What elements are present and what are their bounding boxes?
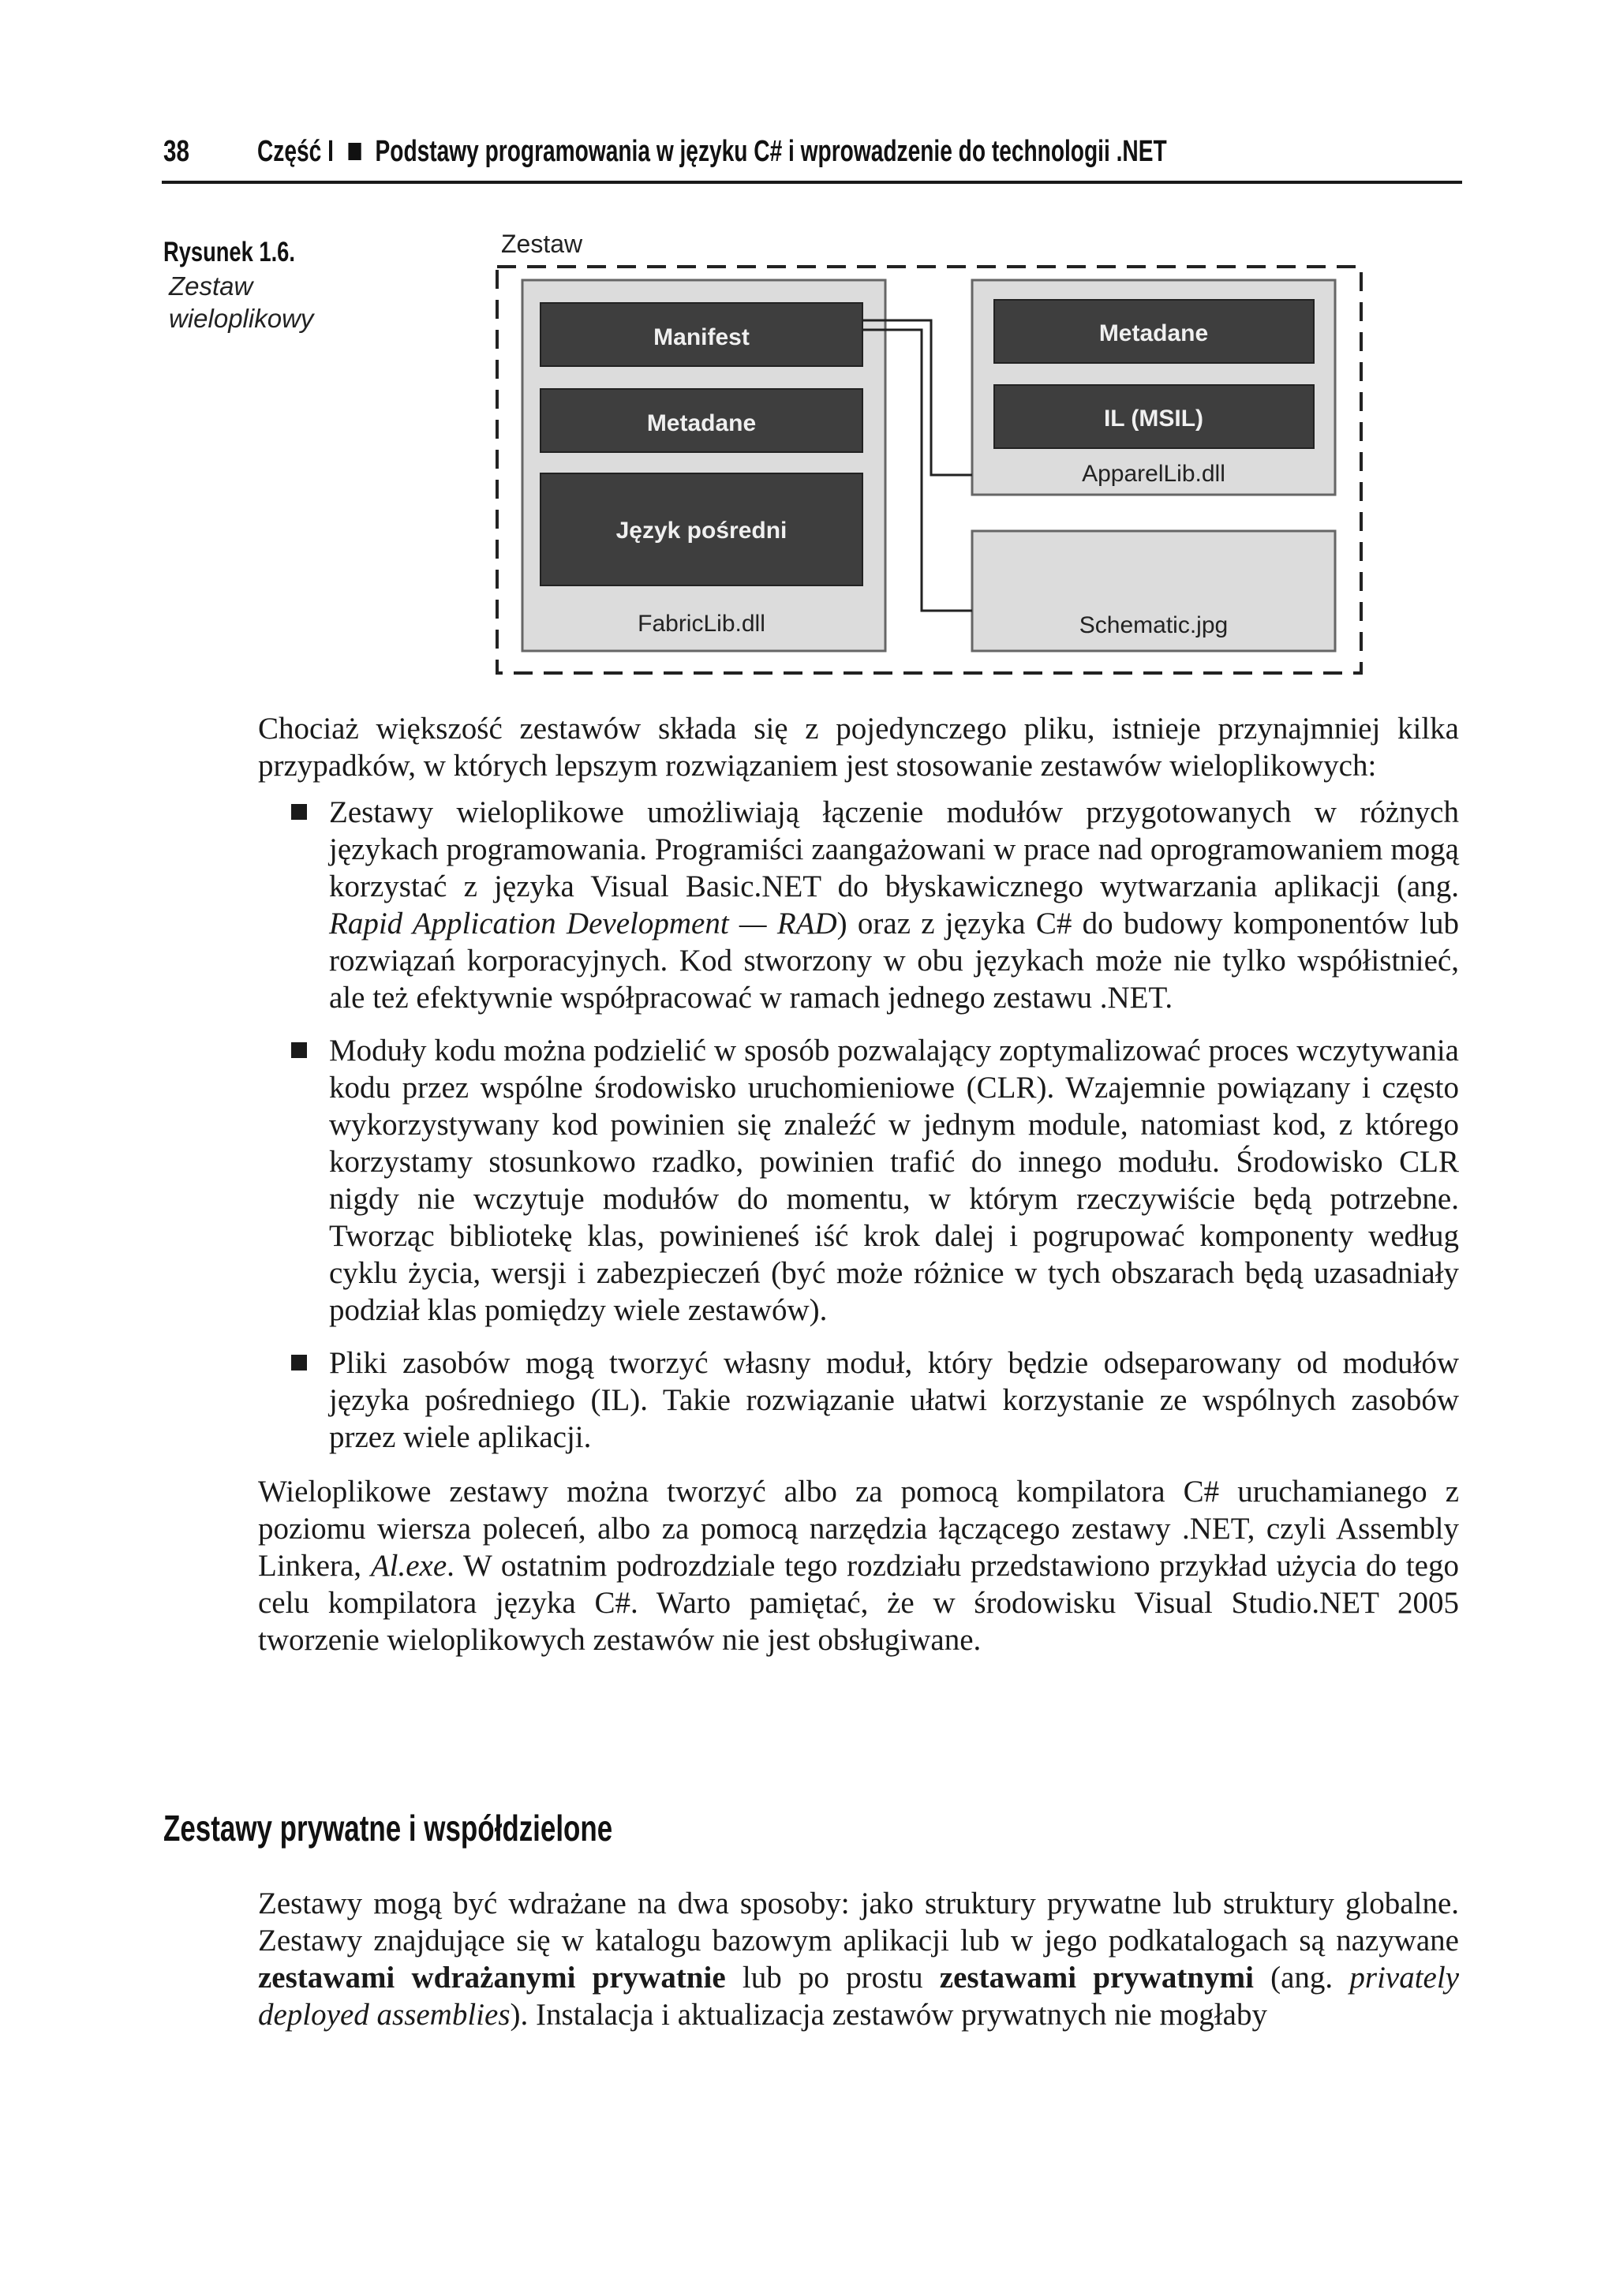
para3-text-3: (ang. [1253, 1961, 1350, 1995]
para3-italic: privately deployed assemblies [258, 1961, 1460, 2032]
square-bullet-icon [291, 804, 307, 820]
para3-text-1: Zestawy mogą być wdrażane na dwa sposoby: jako struktury prywatne lub struktury globalne. Zestawy znajdujące się w katalogu bazowym aplikacji lub w jego podkatalogach są nazywane [258, 1887, 1459, 1958]
bullet-item [258, 794, 1459, 1016]
header-square-icon [348, 143, 361, 160]
para3-bold-1: zestawami wdrażanymi prywatnie [258, 1961, 726, 1995]
private-assemblies-text [258, 1885, 1459, 2033]
bullet-item [258, 1344, 1459, 1456]
para2-text: Wieloplikowe zestawy można tworzyć albo za pomocą kompilatora C# uruchamianego z poziomu wiersza poleceń, albo za pomocą narzędzia łączącego zestawy .NET, czyli Assembly Linkera, [258, 1475, 1459, 1583]
header-part: Część I [257, 135, 334, 168]
bullet-item [258, 1032, 1459, 1329]
apparellib-metadata-label: Metadane [1098, 320, 1209, 346]
fabriclib-file-name: FabricLib.dll [638, 611, 765, 637]
fabriclib-metadata-label: Metadane [646, 410, 757, 436]
assembly-linker-paragraph [258, 1473, 1459, 1658]
square-bullet-icon [291, 1355, 307, 1370]
figure-caption-line-1: Zestaw [169, 271, 253, 301]
bullet-list [258, 794, 1459, 1456]
figure-label: Rysunek 1.6. [163, 237, 295, 267]
main-text [258, 710, 1459, 1658]
page-number: 38 [163, 135, 189, 168]
square-bullet-icon [291, 1042, 307, 1058]
intro-paragraph: Chociaż większość zestawów składa się z pojedynczego pliku, istnieje przynajmniej kilka przypadków, w których lepszym rozwiązaniem jest stosowanie zestawów wieloplikowych: [258, 712, 1459, 783]
il-msil-label: IL (MSIL) [1103, 406, 1204, 432]
header-rule [162, 181, 1462, 184]
bullet-3-text: Pliki zasobów mogą tworzyć własny moduł, który będzie odseparowany od modułów języka pośredniego (IL). Takie rozwiązanie ułatwi korzystanie ze wspólnych zasobów przez wiele aplikacji. [329, 1346, 1459, 1454]
para3-text-2: lub po prostu [725, 1961, 940, 1995]
intermediate-language-label: Język pośredni [615, 518, 787, 544]
figure-caption [169, 270, 313, 335]
bullet-1-text: Zestawy wieloplikowe umożliwiają łączenie modułów przygotowanych w różnych językach programowania. Programiści zaangażowani w prace nad oprogramowaniem mogą korzystać z języka Visual Basic.NET do błyskawicznego wytwarzania aplikacji (ang. [329, 795, 1459, 903]
schematic-file-name: Schematic.jpg [1079, 612, 1229, 638]
al-exe-italic: Al.exe [370, 1549, 447, 1583]
header-title: Podstawy programowania w języku C# i wprowadzenie do technologii .NET [375, 135, 1167, 168]
assembly-label: Zestaw [501, 230, 583, 258]
manifest-label: Manifest [653, 324, 750, 350]
apparellib-file-name: ApparelLib.dll [1082, 461, 1225, 487]
private-assemblies-paragraph [258, 1885, 1459, 2033]
figure-caption-line-2: wieloplikowy [169, 304, 314, 333]
bullet-2-text: Moduły kodu można podzielić w sposób pozwalający zoptymalizować proces wczytywania kodu przez wspólne środowisko uruchomieniowe (CLR). Wzajemnie powiązany i często wykorzystywany kod powinien się znaleźć w jednym module, natomiast kod, z którego korzystamy stosunkowo rzadko, powinien trafić do innego modułu. Środowisko CLR nigdy nie wczytuje modułów do momentu, w którym rzeczywiście będą potrzebne. Tworząc bibliotekę klas, powinieneś iść krok dalej i pogrupować komponenty według cyklu życia, wersji i zabezpieczeń (być może różnice w tych obszarach będą uzasadniały podział klas pomiędzy wiele zestawów). [329, 1034, 1459, 1327]
para3-text-4: ). Instalacja i aktualizacja zestawów prywatnych nie mogłaby [510, 1998, 1267, 2032]
bullet-1-italic: Rapid Application Development — RAD [329, 907, 837, 940]
running-header [257, 135, 1487, 169]
section-heading: Zestawy prywatne i współdzielone [163, 1808, 613, 1849]
multifile-assembly-diagram [473, 221, 1389, 686]
para3-bold-2: zestawami prywatnymi [939, 1961, 1254, 1995]
bullet-1-text-end: ) oraz z języka C# do budowy komponentów lub rozwiązań korporacyjnych. Kod stworzony w obu językach może nie tylko współistnieć, ale też efektywnie współpracować w ramach jednego zestawu .NET. [329, 907, 1459, 1015]
para2-text-end: . W ostatnim podrozdziale tego rozdziału przedstawiono przykład użycia do tego celu kompilatora języka C#. Warto pamiętać, że w środowisku Visual Studio.NET 2005 tworzenie wieloplikowych zestawów nie jest obsługiwane. [258, 1549, 1459, 1657]
